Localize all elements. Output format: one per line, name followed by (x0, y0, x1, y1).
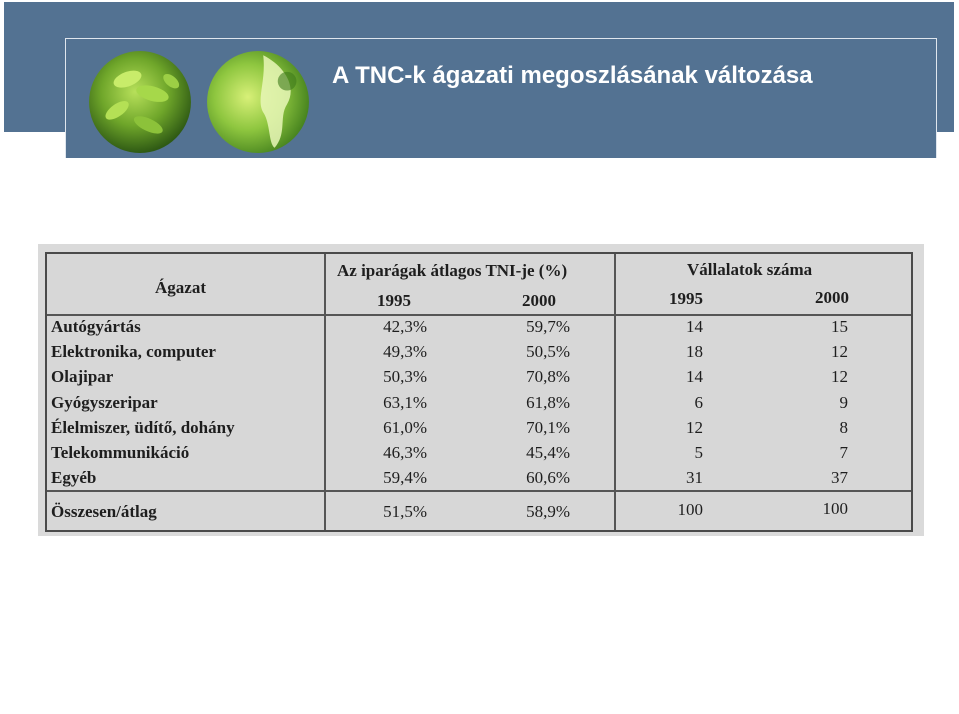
header-companies-group: Vállalatok száma (687, 260, 813, 279)
title-frame (65, 38, 937, 158)
row-tni-2000: 50,5% (526, 342, 570, 362)
header-tni-group: Az iparágak átlagos TNI-je (%) (337, 261, 568, 280)
row-companies-2000: 9 (839, 392, 848, 412)
row-tni-1995: 50,3% (383, 367, 427, 387)
header-companies-1995: 1995 (669, 289, 703, 308)
row-tni-2000: 61,8% (526, 392, 570, 412)
header-divider (47, 314, 911, 316)
row-sector: Telekommunikáció (51, 443, 190, 462)
row-tni-1995: 61,0% (383, 417, 427, 437)
total-tni-2000: 58,9% (526, 502, 570, 521)
row-companies-1995: 5 (694, 443, 703, 462)
header-sector: Ágazat (155, 278, 206, 297)
row-tni-2000: 70,1% (526, 417, 570, 437)
slide-title: A TNC-k ágazati megoszlásának változása (332, 62, 813, 89)
total-label: Összesen/átlag (51, 502, 157, 521)
scanned-table (38, 244, 924, 536)
row-companies-2000: 7 (839, 443, 848, 462)
row-companies-2000: 12 (831, 342, 848, 362)
header-tni-2000: 2000 (522, 291, 556, 310)
row-companies-1995: 6 (694, 392, 703, 412)
row-companies-1995: 14 (686, 317, 703, 336)
row-companies-1995: 12 (686, 417, 703, 437)
row-sector: Elektronika, computer (51, 342, 216, 362)
row-sector: Élelmiszer, üdítő, dohány (51, 417, 235, 437)
row-companies-1995: 18 (686, 342, 703, 362)
row-tni-2000: 70,8% (526, 367, 570, 387)
leaf-circle-left-icon (88, 50, 192, 154)
row-tni-1995: 46,3% (383, 443, 427, 462)
leaf-circle-right-icon (206, 50, 310, 154)
header-companies-2000: 2000 (815, 288, 849, 307)
row-companies-2000: 15 (831, 317, 848, 336)
row-sector: Olajipar (51, 367, 114, 387)
row-tni-1995: 63,1% (383, 392, 427, 412)
total-divider (47, 490, 911, 492)
table-grid (45, 252, 913, 532)
row-tni-2000: 59,7% (526, 317, 570, 336)
row-companies-2000: 37 (831, 468, 848, 488)
column-divider (324, 254, 326, 530)
row-tni-2000: 60,6% (526, 468, 570, 488)
row-companies-1995: 14 (686, 367, 703, 387)
header-tni-1995: 1995 (377, 291, 411, 310)
row-sector: Gyógyszeripar (51, 392, 158, 412)
row-companies-1995: 31 (686, 468, 703, 488)
row-tni-1995: 59,4% (383, 468, 427, 488)
total-companies-1995: 100 (677, 500, 703, 519)
row-companies-2000: 8 (839, 417, 848, 437)
row-sector: Egyéb (51, 468, 97, 488)
row-companies-2000: 12 (831, 367, 848, 387)
column-divider (614, 254, 616, 530)
row-tni-2000: 45,4% (526, 443, 570, 462)
row-tni-1995: 42,3% (383, 317, 427, 336)
row-tni-1995: 49,3% (383, 342, 427, 362)
total-tni-1995: 51,5% (383, 502, 427, 521)
row-sector: Autógyártás (51, 317, 141, 336)
total-companies-2000: 100 (822, 499, 848, 518)
